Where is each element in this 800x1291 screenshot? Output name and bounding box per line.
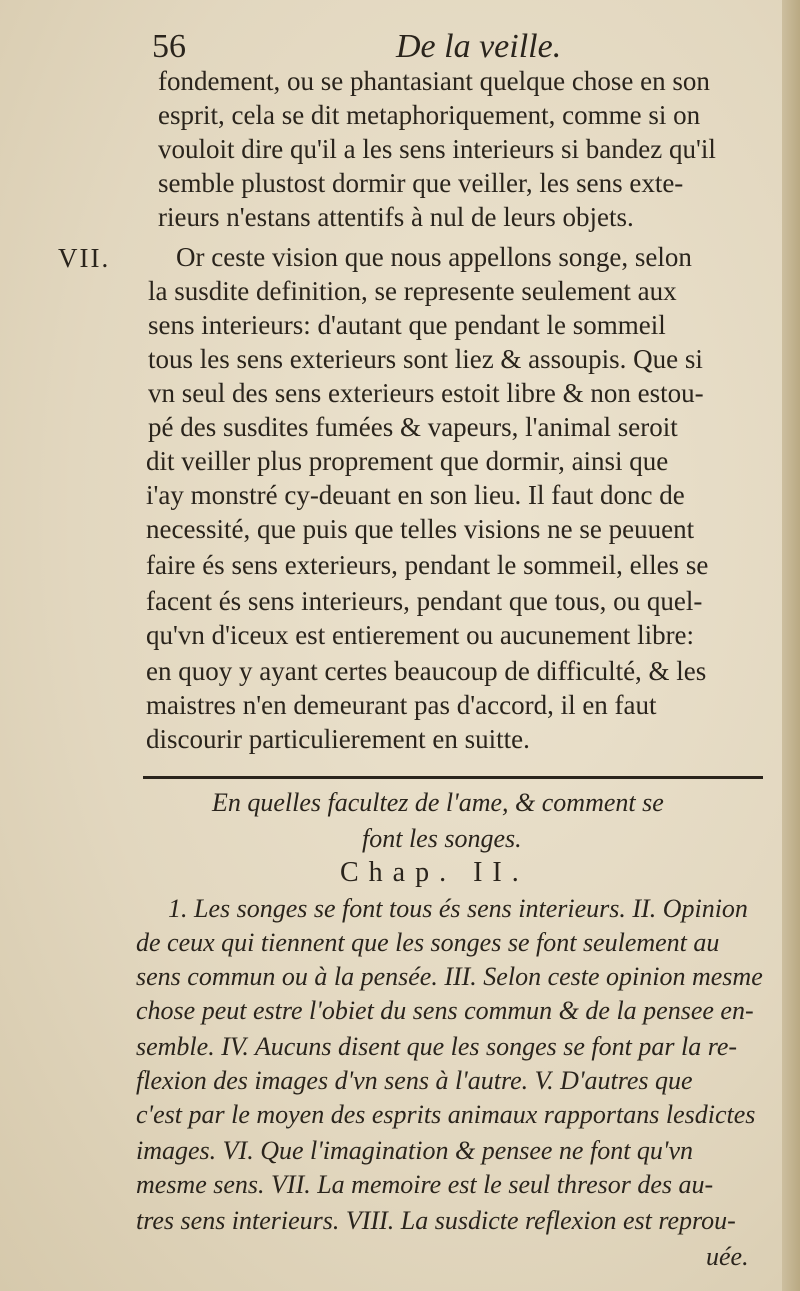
body-line: facent és sens interieurs, pendant que tous, ou quel- bbox=[146, 586, 703, 616]
summary-line: chose peut estre l'obiet du sens commun & de la pensee en- bbox=[136, 996, 754, 1025]
body-line: discourir particulierement en suitte. bbox=[146, 724, 530, 754]
page-number: 56 bbox=[152, 28, 186, 65]
body-line: necessité, que puis que telles visions ne se peuuent bbox=[146, 514, 695, 544]
chapter-title-line-1: En quelles facultez de l'ame, & comment se bbox=[212, 788, 664, 817]
body-line: vn seul des sens exterieurs estoit libre & non estou- bbox=[148, 378, 704, 408]
body-line: vouloit dire qu'il a les sens interieurs si bandez qu'il bbox=[158, 134, 716, 164]
body-line: rieurs n'estans attentifs à nul de leurs objets. bbox=[158, 202, 634, 232]
body-line: sens interieurs: d'autant que pendant le sommeil bbox=[148, 310, 666, 340]
section-rule bbox=[143, 776, 763, 779]
body-line: en quoy y ayant certes beaucoup de difficulté, & les bbox=[146, 656, 707, 686]
chapter-title-line-2: font les songes. bbox=[362, 824, 522, 853]
running-title: De la veille. bbox=[396, 28, 562, 65]
summary-line: semble. IV. Aucuns disent que les songes se font par la re- bbox=[136, 1032, 738, 1061]
summary-line: c'est par le moyen des esprits animaux rapportans lesdictes bbox=[136, 1100, 756, 1129]
margin-note: VII. bbox=[58, 243, 111, 273]
body-line: i'ay monstré cy-deuant en son lieu. Il faut donc de bbox=[146, 480, 685, 510]
body-line: faire és sens exterieurs, pendant le sommeil, elles se bbox=[146, 550, 709, 580]
body-line: la susdite definition, se represente seulement aux bbox=[148, 276, 677, 306]
summary-line: mesme sens. VII. La memoire est le seul thresor des au- bbox=[136, 1170, 714, 1199]
body-line: qu'vn d'iceux est entierement ou aucunement libre: bbox=[146, 620, 695, 650]
body-line: dit veiller plus proprement que dormir, ainsi que bbox=[146, 446, 669, 476]
body-line: tous les sens exterieurs sont liez & assoupis. Que si bbox=[148, 344, 703, 374]
summary-line: flexion des images d'vn sens à l'autre. V. D'autres que bbox=[136, 1066, 693, 1095]
summary-line: tres sens interieurs. VIII. La susdicte reflexion est reprou- bbox=[136, 1206, 736, 1235]
summary-line: images. VI. Que l'imagination & pensee ne font qu'vn bbox=[136, 1136, 694, 1165]
body-line: Or ceste vision que nous appellons songe, selon bbox=[176, 242, 692, 272]
summary-line: uée. bbox=[706, 1242, 749, 1271]
summary-line: 1. Les songes se font tous és sens interieurs. II. Opinion bbox=[168, 894, 748, 923]
body-line: semble plustost dormir que veiller, les sens exte- bbox=[158, 168, 684, 198]
body-line: pé des susdites fumées & vapeurs, l'animal seroit bbox=[148, 412, 678, 442]
body-line: esprit, cela se dit metaphoriquement, comme si on bbox=[158, 100, 701, 130]
summary-line: sens commun ou à la pensée. III. Selon ceste opinion mesme bbox=[136, 962, 763, 991]
summary-line: de ceux qui tiennent que les songes se font seulement au bbox=[136, 928, 720, 957]
body-line: maistres n'en demeurant pas d'accord, il en faut bbox=[146, 690, 657, 720]
chapter-label: Chap. II. bbox=[340, 857, 529, 888]
body-line: fondement, ou se phantasiant quelque chose en son bbox=[158, 66, 710, 96]
